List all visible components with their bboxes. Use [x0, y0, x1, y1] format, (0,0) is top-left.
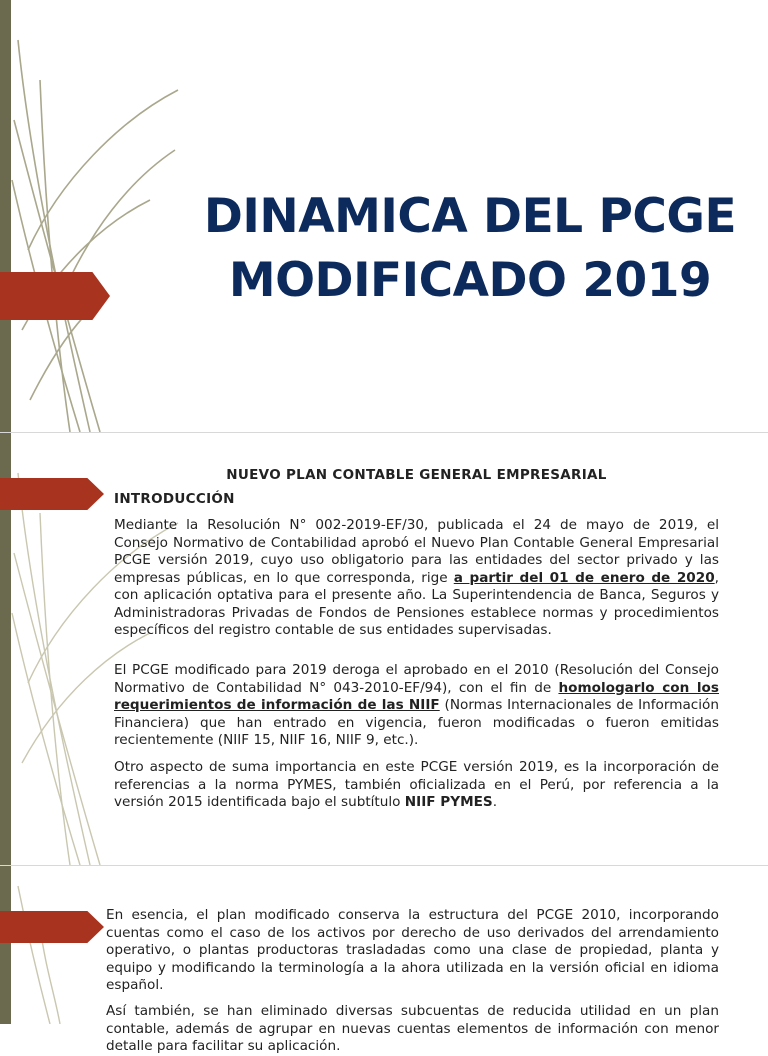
- p1-text: Mediante la Resolución N° 002-2019-EF/30, publicada el 24 de mayo de 2019, el Consejo Normativo de Contabilidad aprobó el Nuevo Plan Contable General Empresarial PCGE versión 2019, cuyo uso obligatorio para las entidades del sector privado y las empresas públicas, en lo que corresponda, rige: [114, 517, 719, 586]
- red-arrow-marker: [0, 478, 104, 510]
- slide-title-text: [200, 185, 740, 313]
- p2-text-end: (Normas Internacionales de Información Financiera) que han entrado en vigencia, fueron modificadas o fueron emitidas recientemente (NIIF 15, NIIF 16, NIIF 9, etc.).: [114, 697, 719, 748]
- p3-text-end: .: [492, 794, 498, 810]
- paragraph-1: [114, 517, 719, 640]
- slide-title: [0, 0, 768, 432]
- red-arrow-marker: [0, 272, 110, 320]
- slide-introduction: [0, 433, 768, 865]
- paragraph-3: [114, 759, 719, 812]
- paragraph-5: Así también, se han eliminado diversas subcuentas de reducida utilidad en un plan contable, además de agrupar en nuevas cuentas elementos de información con menor detalle para facilitar su aplicación.: [106, 1003, 719, 1054]
- paragraph-2: [114, 662, 719, 750]
- title-line-1: DINAMICA DEL PCGE: [203, 189, 737, 244]
- title-line-2: MODIFICADO 2019: [228, 253, 712, 308]
- p1-text-end: , con aplicación optativa para el presente año. La Superintendencia de Banca, Seguros y Administradoras Privadas de Fondos de Pensiones establece normas y procedimientos específicos del registro contable de sus entidades supervisadas.: [114, 569, 719, 638]
- grass-decoration-icon: [0, 0, 200, 432]
- p2-text: El PCGE modificado para 2019 deroga el aprobado en el 2010 (Resolución del Consejo Normativo de Contabilidad N° 043-2010-EF/94), con el fin de: [114, 662, 719, 696]
- section-heading: INTRODUCCIÓN: [114, 491, 235, 507]
- paragraph-4: En esencia, el plan modificado conserva la estructura del PCGE 2010, incorporando cuentas como el caso de los activos por derecho de uso derivados del arrendamiento operativo, o plantas productoras trasladadas como una clase de propiedad, planta y equipo y modificando la terminología a la ahora utilizada en la versión oficial en idioma español.: [106, 907, 719, 993]
- p1-emphasis: a partir del 01 de enero de 2020: [453, 569, 715, 586]
- p3-emphasis: NIIF PYMES: [404, 794, 493, 810]
- p2-emphasis: homologarlo con los requerimientos de información de las NIIF: [114, 679, 719, 713]
- document-heading: NUEVO PLAN CONTABLE GENERAL EMPRESARIAL: [226, 467, 607, 483]
- red-arrow-marker: [0, 911, 104, 943]
- p3-text: Otro aspecto de suma importancia en este PCGE versión 2019, es la incorporación de referencias a la norma PYMES, también oficializada en el Perú, por referencia a la versión 2015 identificada bajo el subtítulo: [114, 759, 719, 810]
- slide-continuation: [0, 866, 768, 1054]
